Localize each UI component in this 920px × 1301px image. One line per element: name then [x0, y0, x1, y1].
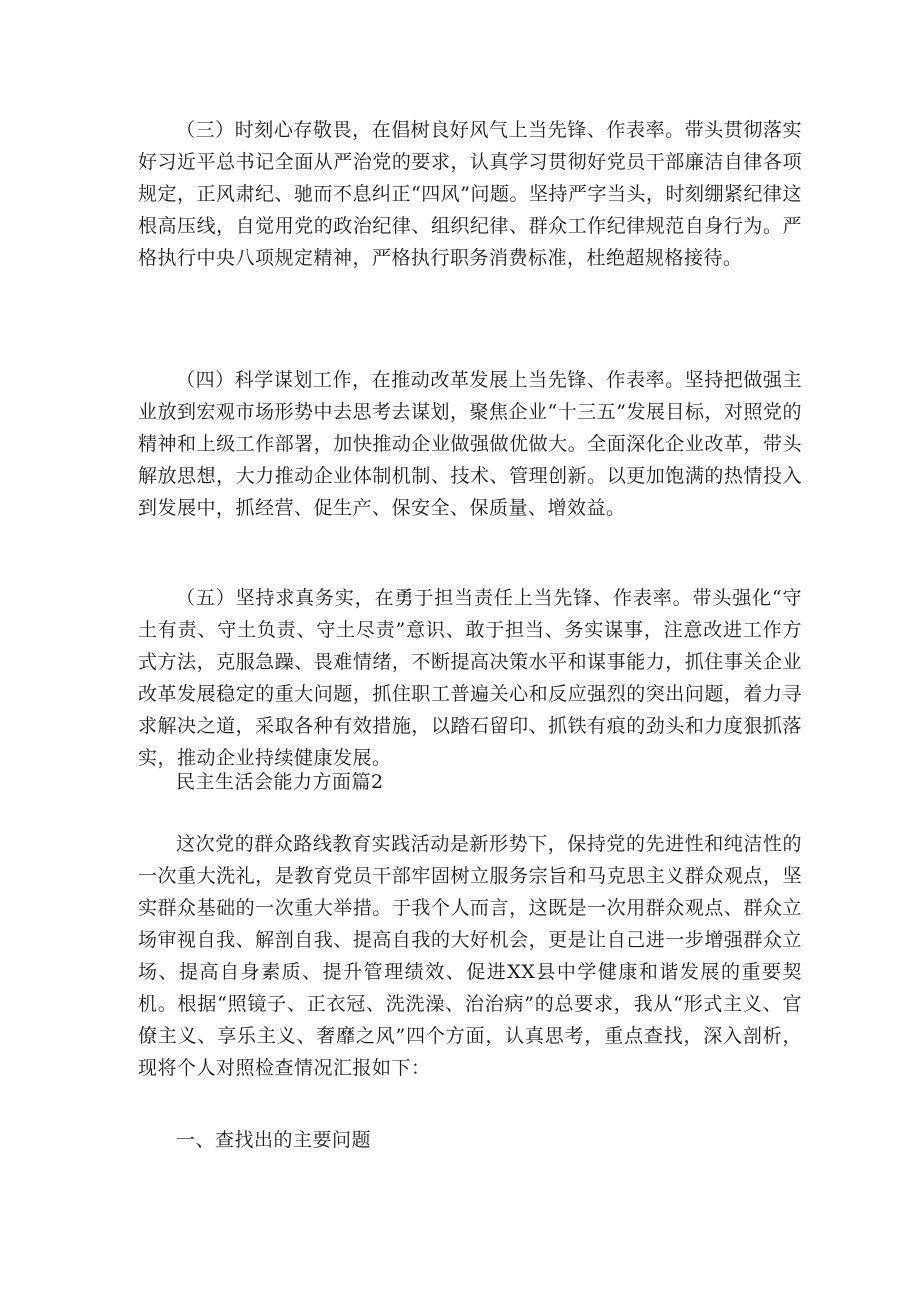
paragraph-five: （五）坚持求真务实，在勇于担当责任上当先锋、作表率。带头强化“守土有责、守土负责、守土尽责”意识、敢于担当、务实谋事，注意改进工作方式方法，克服急躁、畏难情绪，不断提高决策水平和谋事能力，抓住事关企业改革发展稳定的重大问题，抓住职工普遍关心和反应强烈的突出问题，着力寻求解决之道，采取各种有效措施，以踏石留印、抓铁有痕的劲头和力度狠抓落实，推动企业持续健康发展。: [138, 587, 802, 769]
paragraph-three: （三）时刻心存敬畏，在倡树良好风气上当先锋、作表率。带头贯彻落实好习近平总书记全面从严治党的要求，认真学习贯彻好党员干部廉洁自律各项规定，正风肃纪、驰而不息纠正“四风”问题。坚持严字当头，时刻绷紧纪律这根高压线，自觉用党的政治纪律、组织纪律、群众工作纪律规范自身行为。严格执行中央八项规定精神，严格执行职务消费标准，杜绝超规格接待。: [138, 119, 802, 269]
subheading-main-problems: 一、查找出的主要问题: [176, 1129, 372, 1151]
intro-paragraph: 这次党的群众路线教育实践活动是新形势下，保持党的先进性和纯洁性的一次重大洗礼，是教育党员干部牢固树立服务宗旨和马克思主义群众观点，坚实群众基础的一次重大举措。于我个人而言，这既是一次用群众观点、群众立场审视自我、解剖自我、提高自我的大好机会，更是让自己进一步增强群众立场、提高自身素质、提升管理绩效、促进XX县中学健康和谐发展的重要契机。根据“照镜子、正衣冠、洗洗澡、治治病”的总要求，我从“形式主义、官僚主义、享乐主义、奢靡之风”四个方面，认真思考，重点查找，深入剖析，现将个人对照检查情况汇报如下：: [138, 833, 802, 1079]
section-title: 民主生活会能力方面篇2: [176, 771, 384, 793]
paragraph-four: （四）科学谋划工作，在推动改革发展上当先锋、作表率。坚持把做强主业放到宏观市场形势中去思考去谋划，聚焦企业“十三五”发展目标，对照党的精神和上级工作部署，加快推动企业做强做优做大。全面深化企业改革，带头解放思想，大力推动企业体制机制、技术、管理创新。以更加饱满的热情投入到发展中，抓经营、促生产、保安全、保质量、增效益。: [138, 369, 802, 519]
